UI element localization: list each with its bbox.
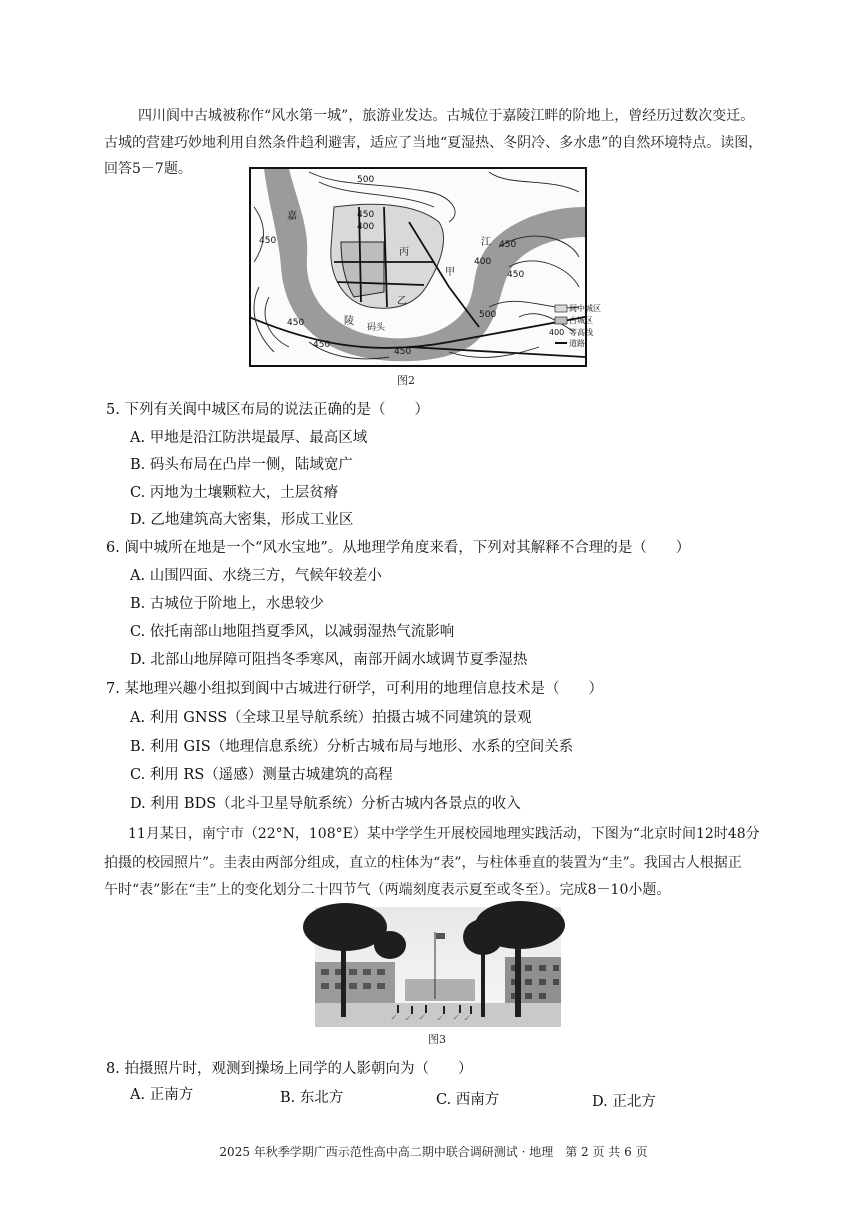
question-5-option-c: C. 丙地为土壤颗粒大，土层贫瘠 <box>130 485 339 501</box>
contour-label: 500 <box>357 175 375 185</box>
question-8-option-a: A. 正南方 <box>130 1087 194 1103</box>
contour-label: 450 <box>259 236 277 246</box>
question-6-stem: 6. 阆中城所在地是一个“风水宝地”。从地理学角度来看，下列对其解释不合理的是（ ） <box>106 540 691 556</box>
figure-3-campus-photo <box>315 907 561 1027</box>
svg-text:400: 400 <box>549 328 565 337</box>
question-5-option-a: A. 甲地是沿江防洪堤最厚、最高区域 <box>130 430 368 446</box>
contour-label: 500 <box>479 310 497 320</box>
figure-2-caption: 图2 <box>397 374 415 387</box>
contour-label: 450 <box>499 240 517 250</box>
intro-line-2: 古城的营建巧妙地利用自然条件趋利避害，适应了当地“夏湿热、冬阴冷、多水患”的自然环境特点。读图， <box>104 135 763 151</box>
label-yi: 乙 <box>397 296 407 307</box>
contour-label: 450 <box>394 347 412 357</box>
question-5-option-d: D. 乙地建筑高大密集，形成工业区 <box>130 512 354 528</box>
question-7-option-b: B. 利用 GIS（地理信息系统）分析古城布局与地形、水系的空间关系 <box>130 739 574 755</box>
label-matou: 码头 <box>367 323 386 333</box>
question-6-option-c: C. 依托南部山地阻挡夏季风，以减弱湿热气流影响 <box>130 624 455 640</box>
contour-label: 450 <box>507 270 525 280</box>
intro2-line-1: 11月某日，南宁市（22°N，108°E）某中学学生开展校园地理实践活动，下图为“北京时间12时48分 <box>128 826 760 842</box>
question-8-stem: 8. 拍摄照片时，观测到操场上同学的人影朝向为（ ） <box>106 1061 473 1077</box>
question-8-option-d: D. 正北方 <box>592 1094 656 1110</box>
contour-label: 450 <box>287 318 305 328</box>
question-7-option-c: C. 利用 RS（遥感）测量古城建筑的高程 <box>130 767 393 783</box>
svg-text:古城区: 古城区 <box>569 316 593 325</box>
label-ling: 陵 <box>344 316 354 327</box>
label-bing: 丙 <box>399 247 409 258</box>
question-5-stem: 5. 下列有关阆中城区布局的说法正确的是（ ） <box>106 402 429 418</box>
question-8-option-c: C. 西南方 <box>436 1092 500 1108</box>
svg-text:阆中城区: 阆中城区 <box>569 304 601 313</box>
question-6-option-a: A. 山围四面、水绕三方，气候年较差小 <box>130 568 382 584</box>
school-building-center <box>405 979 475 1001</box>
page-footer: 2025 年秋季学期广西示范性高中高二期中联合调研测试 · 地理 第 2 页 共 6 页 <box>219 1145 648 1159</box>
contour-label: 450 <box>313 340 331 350</box>
label-jia-river: 嘉 <box>287 211 297 222</box>
contour-label: 400 <box>357 222 375 232</box>
question-8-option-b: B. 东北方 <box>280 1090 344 1106</box>
question-7-option-d: D. 利用 BDS（北斗卫星导航系统）分析古城内各景点的收入 <box>130 796 521 812</box>
svg-text:等高线: 等高线 <box>569 328 593 337</box>
question-6-option-d: D. 北部山地屏障可阻挡冬季寒风，南部开阔水域调节夏季湿热 <box>130 652 528 668</box>
svg-text:道路: 道路 <box>569 339 585 348</box>
intro-line-3: 回答5－7题。 <box>104 161 192 177</box>
label-jia: 甲 <box>445 267 455 278</box>
contour-label: 450 <box>357 210 375 220</box>
question-7-stem: 7. 某地理兴趣小组拟到阆中古城进行研学，可利用的地理信息技术是（ ） <box>106 681 603 697</box>
intro2-line-3: 午时“表”影在“圭”上的变化划分二十四节气（两端刻度表示夏至或冬至）。完成8－10小题。 <box>104 882 671 898</box>
figure-2-map <box>249 167 601 367</box>
contour-label: 400 <box>474 257 492 267</box>
question-7-option-a: A. 利用 GNSS（全球卫星导航系统）拍摄古城不同建筑的景观 <box>130 710 532 726</box>
question-6-option-b: B. 古城位于阶地上，水患较少 <box>130 596 324 612</box>
figure-3-caption: 图3 <box>428 1033 446 1046</box>
intro2-line-2: 拍摄的校园照片”。圭表由两部分组成，直立的柱体为“表”，与柱体垂直的装置为“圭”。我国古人根据正 <box>104 855 742 871</box>
question-5-option-b: B. 码头布局在凸岸一侧，陆域宽广 <box>130 457 353 473</box>
intro-line-1: 四川阆中古城被称作“风水第一城”，旅游业发达。古城位于嘉陵江畔的阶地上，曾经历过数次变迁。 <box>138 108 755 124</box>
label-jiang: 江 <box>481 237 491 248</box>
